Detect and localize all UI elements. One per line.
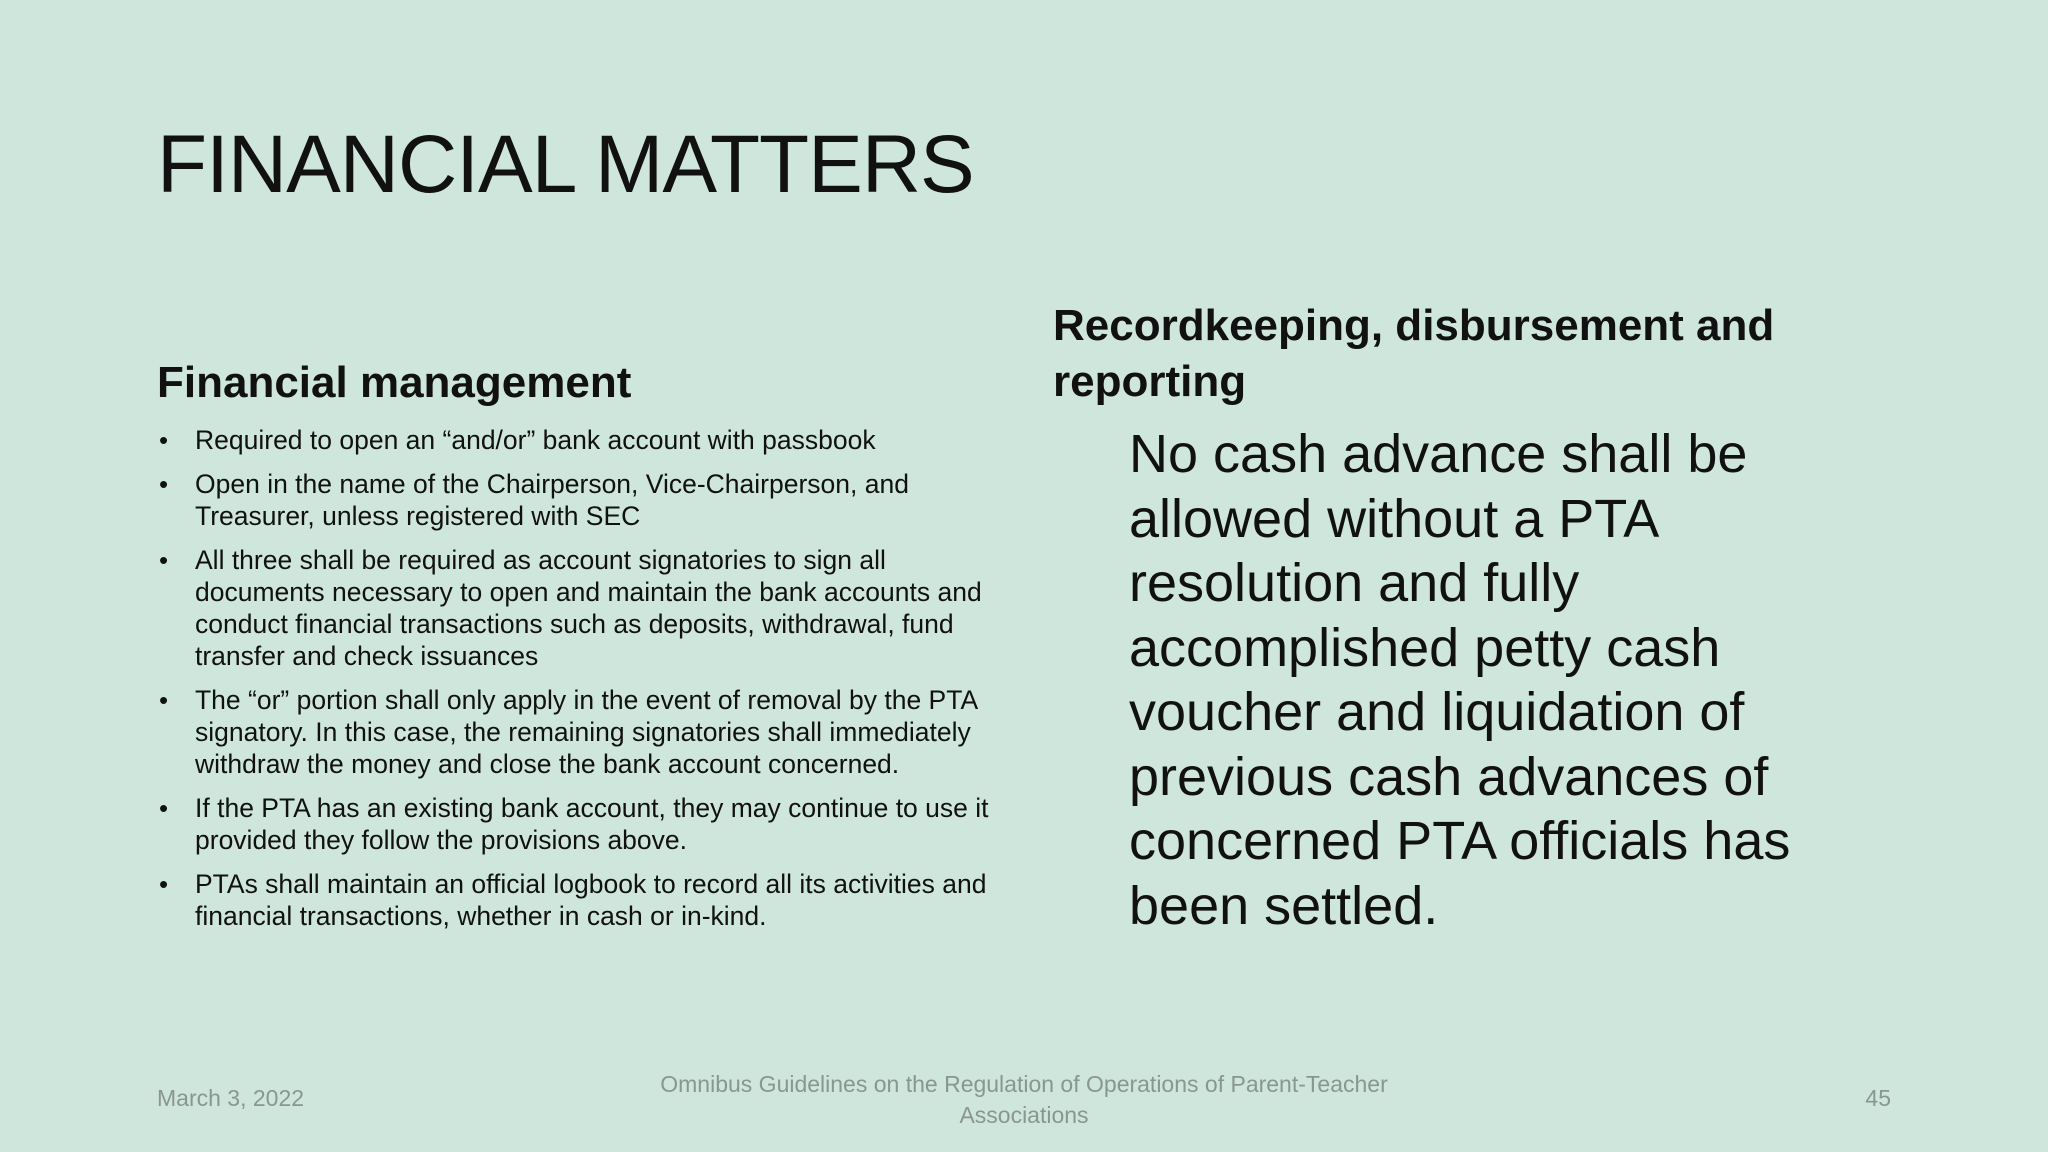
list-item xyxy=(157,868,997,932)
list-item xyxy=(157,684,997,780)
list-item-text: Open in the name of the Chairperson, Vice-Chairperson, and Treasurer, unless registered with SEC xyxy=(195,469,909,531)
bullet-icon: • xyxy=(159,685,169,715)
bullet-icon: • xyxy=(159,793,169,823)
bullet-icon: • xyxy=(159,869,169,899)
list-item-text: The “or” portion shall only apply in the event of removal by the PTA signatory. In this case, the remaining signatories shall immediately withdraw the money and close the bank account concerned. xyxy=(195,685,977,779)
list-item-text: Required to open an “and/or” bank account with passbook xyxy=(195,425,876,455)
financial-management-list xyxy=(157,424,997,932)
list-item xyxy=(157,792,997,856)
recordkeeping-heading: Recordkeeping, disbursement and reporting xyxy=(1053,301,1775,406)
footer-date: March 3, 2022 xyxy=(157,1085,305,1111)
list-item xyxy=(157,544,997,672)
list-item-text: All three shall be required as account signatories to sign all documents necessary to open and maintain the bank accounts and conduct financial transactions such as deposits, withdrawal, fund transfer and check issuances xyxy=(195,545,982,671)
recordkeeping-body: No cash advance shall be allowed without a PTA resolution and fully accomplished petty cash voucher and liquidation of previous cash advances of concerned PTA officials has been settled. xyxy=(1129,424,1791,936)
list-item-text: If the PTA has an existing bank account, they may continue to use it provided they follow the provisions above. xyxy=(195,793,989,855)
bullet-icon: • xyxy=(159,545,169,575)
financial-management-heading: Financial management xyxy=(157,358,632,407)
list-item xyxy=(157,468,997,532)
recordkeeping-section xyxy=(1053,298,1853,938)
list-item-text: PTAs shall maintain an official logbook to record all its activities and financial transactions, whether in cash or in-kind. xyxy=(195,869,987,931)
slide-title: FINANCIAL MATTERS xyxy=(157,119,974,210)
bullet-icon: • xyxy=(159,469,169,499)
financial-management-section xyxy=(157,355,997,944)
page-number: 45 xyxy=(1865,1085,1891,1111)
list-item xyxy=(157,424,997,456)
footer-title: Omnibus Guidelines on the Regulation of Operations of Parent-Teacher Associations xyxy=(660,1071,1388,1128)
bullet-icon: • xyxy=(159,425,169,455)
